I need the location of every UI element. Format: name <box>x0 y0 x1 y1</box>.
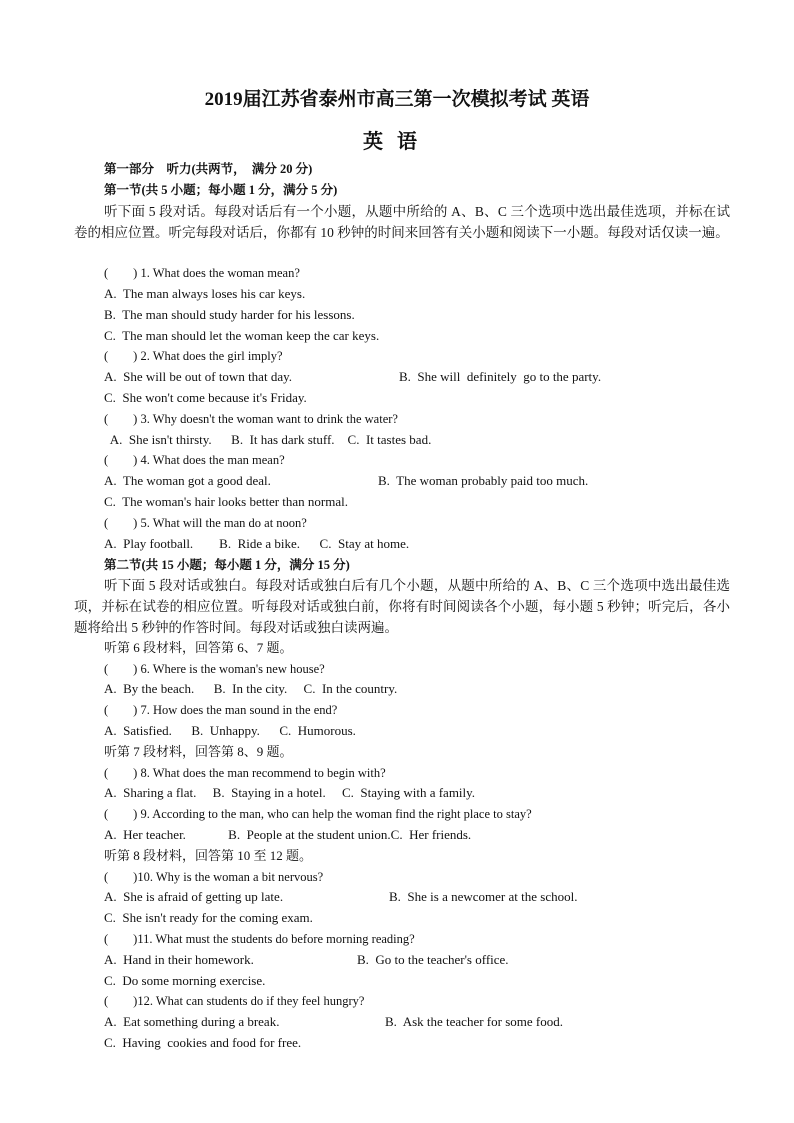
section2-heading: 第二节(共 15 小题；每小题 1 分，满分 15 分) <box>104 558 350 572</box>
section1-heading: 第一节(共 5 小题；每小题 1 分，满分 5 分) <box>104 183 338 197</box>
option-2b: B. She will definitely go to the party. <box>399 369 602 384</box>
option-11b: B. Go to the teacher's office. <box>357 952 509 967</box>
question-7: ( ) 7. How does the man sound in the end? <box>104 703 338 717</box>
material-8-label: 听第 8 段材料，回答第 10 至 12 题。 <box>104 848 313 863</box>
option-1a: A. The man always loses his car keys. <box>104 286 306 301</box>
options-7: A. Satisfied. B. Unhappy. C. Humorous. <box>104 723 356 738</box>
option-12a: A. Eat something during a break. <box>104 1014 280 1029</box>
options-8: A. Sharing a flat. B. Staying in a hotel. C. Staying with a family. <box>104 785 476 800</box>
option-1c: C. The man should let the woman keep the car keys. <box>104 328 380 343</box>
question-6: ( ) 6. Where is the woman's new house? <box>104 662 325 676</box>
options-9: A. Her teacher. B. People at the student union.C. Her friends. <box>104 827 472 842</box>
options-6: A. By the beach. B. In the city. C. In the country. <box>104 681 398 696</box>
question-9: ( ) 9. According to the man, who can help the woman find the right place to stay? <box>104 807 532 821</box>
options-5: A. Play football. B. Ride a bike. C. Stay at home. <box>104 536 410 551</box>
question-1: ( ) 1. What does the woman mean? <box>104 266 300 280</box>
option-4b: B. The woman probably paid too much. <box>378 473 589 488</box>
page-subtitle: 英语 <box>363 131 431 153</box>
option-12b: B. Ask the teacher for some food. <box>385 1014 563 1029</box>
question-2: ( ) 2. What does the girl imply? <box>104 349 283 363</box>
option-2a: A. She will be out of town that day. <box>104 369 292 384</box>
option-4c: C. The woman's hair looks better than normal. <box>104 494 348 509</box>
option-11a: A. Hand in their homework. <box>104 952 254 967</box>
question-5: ( ) 5. What will the man do at noon? <box>104 516 307 530</box>
material-7-label: 听第 7 段材料，回答第 8、9 题。 <box>104 744 293 759</box>
option-10a: A. She is afraid of getting up late. <box>104 889 284 904</box>
option-11c: C. Do some morning exercise. <box>104 973 266 988</box>
section1-instructions: 听下面 5 段对话。每段对话后有一个小题，从题中所给的 A、B、C 三个选项中选出最佳选项，并标在试卷的相应位置。听完每段对话后，你都有 10 秒钟的时间来回答有关小题和阅读下一小题。每段对话仅读一遍。 <box>74 204 730 240</box>
option-12c: C. Having cookies and food for free. <box>104 1035 302 1050</box>
question-4: ( ) 4. What does the man mean? <box>104 453 285 467</box>
option-4a: A. The woman got a good deal. <box>104 473 271 488</box>
section2-instructions: 听下面 5 段对话或独白。每段对话或独白后有几个小题，从题中所给的 A、B、C 三个选项中选出最佳选项，并标在试卷的相应位置。听每段对话或独白前，你将有时间阅读各个小题，每小题 5 秒钟；听完后，各小题将给出 5 秒钟的作答时间。每段对话或独白读两遍。 <box>74 578 730 635</box>
page-title: 2019届江苏省泰州市高三第一次模拟考试 英语 <box>204 89 590 110</box>
options-3: A. She isn't thirsty. B. It has dark stuff. C. It tastes bad. <box>104 432 432 447</box>
question-12: ( )12. What can students do if they feel hungry? <box>104 994 365 1008</box>
question-3: ( ) 3. Why doesn't the woman want to drink the water? <box>104 412 398 426</box>
option-2c: C. She won't come because it's Friday. <box>104 390 307 405</box>
material-6-label: 听第 6 段材料，回答第 6、7 题。 <box>104 640 293 655</box>
part1-heading: 第一部分 听力(共两节， 满分 20 分) <box>104 162 313 176</box>
option-10b: B. She is a newcomer at the school. <box>389 889 578 904</box>
option-1b: B. The man should study harder for his lessons. <box>104 307 355 322</box>
question-11: ( )11. What must the students do before morning reading? <box>104 932 415 946</box>
question-10: ( )10. Why is the woman a bit nervous? <box>104 870 324 884</box>
option-10c: C. She isn't ready for the coming exam. <box>104 910 313 925</box>
question-8: ( ) 8. What does the man recommend to begin with? <box>104 766 386 780</box>
